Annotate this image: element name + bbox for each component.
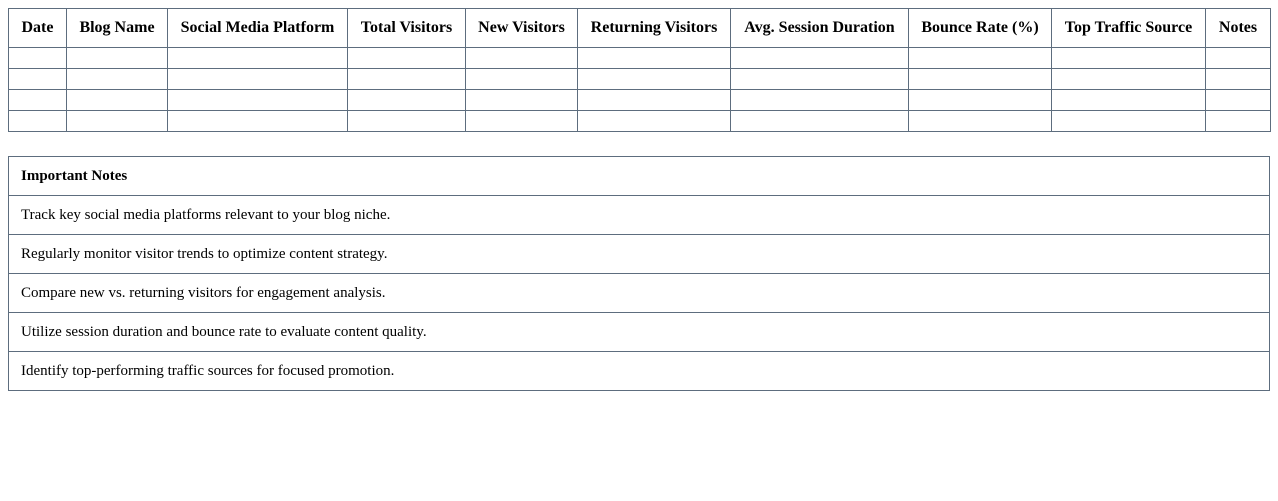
table-cell[interactable] <box>731 90 909 111</box>
table-cell[interactable] <box>9 111 67 132</box>
table-cell[interactable] <box>578 69 731 90</box>
list-item <box>9 235 1270 274</box>
table-cell[interactable] <box>67 69 168 90</box>
table-cell[interactable] <box>466 90 578 111</box>
table-cell[interactable] <box>909 90 1052 111</box>
table-cell[interactable] <box>1052 48 1206 69</box>
list-item <box>9 313 1270 352</box>
list-item <box>9 196 1270 235</box>
table-cell[interactable] <box>1052 69 1206 90</box>
table-cell[interactable] <box>168 69 348 90</box>
table-cell[interactable] <box>466 69 578 90</box>
list-item <box>9 352 1270 391</box>
list-item <box>9 274 1270 313</box>
table-cell[interactable] <box>909 69 1052 90</box>
column-header-social-media-platform: Social Media Platform <box>168 9 348 48</box>
table-cell[interactable] <box>1206 111 1271 132</box>
table-cell[interactable] <box>578 90 731 111</box>
table-cell[interactable] <box>1052 111 1206 132</box>
table-cell[interactable] <box>731 69 909 90</box>
column-header-bounce-rate: Bounce Rate (%) <box>909 9 1052 48</box>
table-cell[interactable] <box>348 111 466 132</box>
note-text: Identify top-performing traffic sources for focused promotion. <box>9 352 1270 391</box>
note-text: Regularly monitor visitor trends to optimize content strategy. <box>9 235 1270 274</box>
column-header-date: Date <box>9 9 67 48</box>
table-cell[interactable] <box>731 48 909 69</box>
table-cell[interactable] <box>466 111 578 132</box>
table-cell[interactable] <box>466 48 578 69</box>
table-row <box>9 48 1271 69</box>
note-text: Track key social media platforms relevant to your blog niche. <box>9 196 1270 235</box>
table-header-row <box>9 9 1271 48</box>
table-cell[interactable] <box>909 111 1052 132</box>
column-header-total-visitors: Total Visitors <box>348 9 466 48</box>
table-row <box>9 90 1271 111</box>
table-cell[interactable] <box>348 69 466 90</box>
table-cell[interactable] <box>9 90 67 111</box>
note-text: Compare new vs. returning visitors for engagement analysis. <box>9 274 1270 313</box>
table-row <box>9 69 1271 90</box>
table-cell[interactable] <box>731 111 909 132</box>
column-header-top-traffic-source: Top Traffic Source <box>1052 9 1206 48</box>
note-text: Utilize session duration and bounce rate to evaluate content quality. <box>9 313 1270 352</box>
column-header-avg-session-duration: Avg. Session Duration <box>731 9 909 48</box>
table-cell[interactable] <box>168 111 348 132</box>
table-cell[interactable] <box>168 90 348 111</box>
table-cell[interactable] <box>348 48 466 69</box>
table-cell[interactable] <box>67 90 168 111</box>
table-row <box>9 111 1271 132</box>
table-cell[interactable] <box>578 48 731 69</box>
table-cell[interactable] <box>1052 90 1206 111</box>
column-header-new-visitors: New Visitors <box>466 9 578 48</box>
table-cell[interactable] <box>1206 90 1271 111</box>
notes-header-row <box>9 157 1270 196</box>
table-cell[interactable] <box>67 48 168 69</box>
important-notes-table <box>8 156 1270 391</box>
table-cell[interactable] <box>168 48 348 69</box>
table-cell[interactable] <box>9 48 67 69</box>
table-cell[interactable] <box>1206 48 1271 69</box>
column-header-blog-name: Blog Name <box>67 9 168 48</box>
column-header-notes: Notes <box>1206 9 1271 48</box>
table-cell[interactable] <box>909 48 1052 69</box>
column-header-returning-visitors: Returning Visitors <box>578 9 731 48</box>
table-cell[interactable] <box>9 69 67 90</box>
table-cell[interactable] <box>348 90 466 111</box>
table-cell[interactable] <box>578 111 731 132</box>
table-cell[interactable] <box>1206 69 1271 90</box>
traffic-tracker-table <box>8 8 1271 132</box>
notes-title: Important Notes <box>9 157 1270 196</box>
table-cell[interactable] <box>67 111 168 132</box>
